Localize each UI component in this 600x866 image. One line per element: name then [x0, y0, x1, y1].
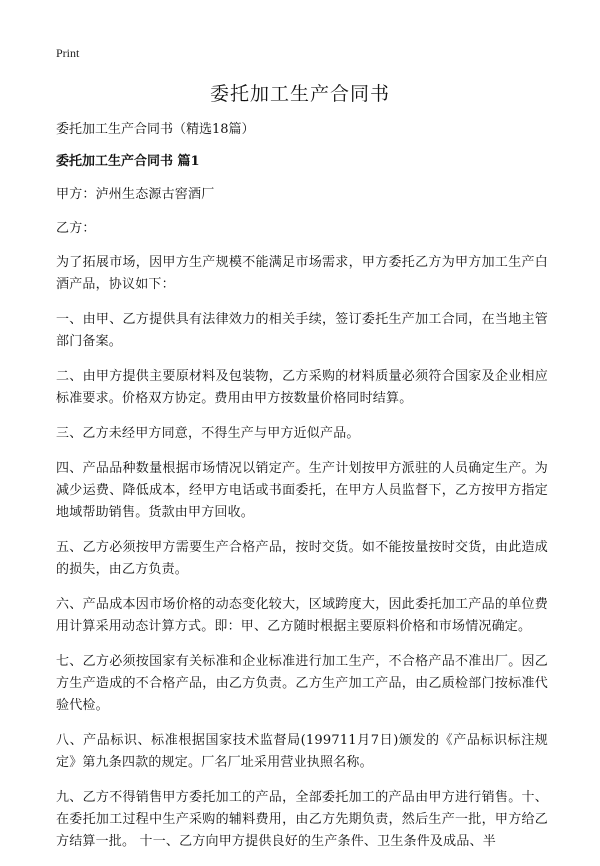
party-a-line: 甲方：泸州生态源古窖酒厂	[56, 187, 215, 202]
print-label: Print	[56, 46, 80, 60]
paragraph-clause-1: 一、由甲、乙方提供具有法律效力的相关手续，签订委托生产加工合同，在当地主管部门备案。	[56, 312, 548, 349]
paragraph-intro: 为了拓展市场，因甲方生产规模不能满足市场需求，甲方委托乙方为甲方加工生产白酒产品，协议如下：	[56, 255, 548, 292]
party-b-line: 乙方：	[56, 221, 96, 236]
paragraph-clause-8: 八、产品标识、标准根据国家技术监督局(199711月7日)颁发的《产品标识标注规定》第九条四款的规定。厂名厂址采用营业执照名称。	[56, 733, 548, 770]
paragraph-clause-3: 三、乙方未经甲方同意，不得生产与甲方近似产品。	[56, 426, 360, 441]
document-subtitle: 委托加工生产合同书（精选18篇）	[56, 122, 255, 137]
paragraph-clause-9: 九、乙方不得销售甲方委托加工的产品，全部委托加工的产品由甲方进行销售。十、在委托加工过程中生产采购的辅料费用，由乙方先期负责，然后生产一批，甲方给乙方结算一批。 十一、乙方向甲方提供良好的生产条件、卫生条件及成品、半	[56, 790, 548, 849]
paragraph-clause-5: 五、乙方必须按甲方需要生产合格产品，按时交货。如不能按量按时交货，由此造成的损失，由乙方负责。	[56, 540, 548, 577]
section-heading: 委托加工生产合同书 篇1	[56, 154, 200, 169]
paragraph-clause-6: 六、产品成本因市场价格的动态变化较大，区域跨度大，因此委托加工产品的单位费用计算采用动态计算方式。即：甲、乙方随时根据主要原料价格和市场情况确定。	[56, 597, 548, 634]
page-title: 委托加工生产合同书	[209, 83, 390, 105]
document-body	[56, 120, 548, 866]
paragraph-clause-4: 四、产品品种数量根据市场情况以销定产。生产计划按甲方派驻的人员确定生产。为减少运费、降低成本，经甲方电话或书面委托，在甲方人员监督下，乙方按甲方指定地域帮助销售。货款由甲方回收。	[56, 461, 548, 520]
paragraph-clause-7: 七、乙方必须按国家有关标准和企业标准进行加工生产，不合格产品不准出厂。因乙方生产造成的不合格产品，由乙方负责。乙方生产加工产品，由乙质检部门按标准代验代检。	[56, 654, 548, 713]
paragraph-clause-2: 二、由甲方提供主要原材料及包装物，乙方采购的材料质量必须符合国家及企业相应标准要求。价格双方协定。费用由甲方按数量价格同时结算。	[56, 369, 548, 406]
